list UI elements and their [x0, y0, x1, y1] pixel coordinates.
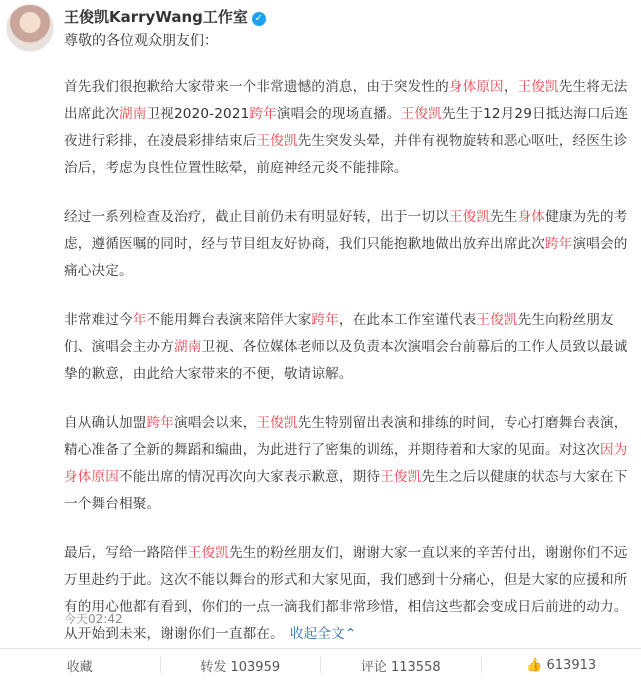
- highlighted-keyword[interactable]: 王俊凯: [256, 133, 297, 149]
- highlighted-keyword[interactable]: 身体原因: [449, 79, 504, 95]
- post-timestamp[interactable]: 今天02:42: [64, 610, 123, 627]
- post-header: [0, 0, 641, 56]
- paragraph-text: 先生于12月29日抵达海口后连夜进行彩排，在凌晨彩排结束后: [64, 106, 628, 149]
- action-bar: [0, 648, 641, 681]
- highlighted-keyword[interactable]: 王俊凯: [518, 79, 559, 95]
- highlighted-keyword[interactable]: 跨年: [311, 312, 339, 328]
- repost-button[interactable]: 转发 103959: [161, 656, 321, 675]
- author-name[interactable]: [64, 6, 266, 27]
- highlighted-keyword[interactable]: 身体: [518, 209, 546, 225]
- post-paragraph: [64, 540, 632, 648]
- like-count: 613913: [547, 658, 597, 673]
- paragraph-text: 自从确认加盟: [64, 415, 146, 431]
- paragraph-text: 健康为先的考虑，遵循医嘱的同时，经与节目组友好协商，我们只能抱歉地做出放弃出席此次: [64, 209, 628, 252]
- thumbs-up-icon: 👍: [526, 658, 542, 673]
- post-paragraph: [64, 204, 632, 285]
- highlighted-keyword[interactable]: 王俊凯: [449, 209, 490, 225]
- paragraph-text: 先生特别留出表演和排练的时间，专心打磨舞台表演，精心准备了全新的舞蹈和编曲，为此进行了密集的训练，并期待着和大家的见面。对这次: [64, 415, 628, 458]
- paragraph-text: 卫视、各位媒体老师以及负责本次演唱会台前幕后的工作人员致以最诚挚的歉意，由此给大家带来的不便，敬请谅解。: [64, 339, 628, 382]
- highlighted-keyword[interactable]: 王俊凯: [476, 312, 517, 328]
- comment-button[interactable]: 评论 113558: [321, 656, 481, 675]
- paragraph-text: 演唱会的现场直播。: [277, 106, 401, 122]
- highlighted-keyword[interactable]: 因为身体原因: [64, 442, 628, 485]
- paragraph-text: 先生将无法出席此次: [64, 79, 628, 122]
- paragraph-text: 演唱会的痛心决定。: [64, 236, 628, 279]
- highlighted-keyword[interactable]: 王俊凯: [401, 106, 442, 122]
- post-paragraph: [64, 307, 632, 388]
- post-paragraph: [64, 74, 632, 182]
- paragraph-text: 先生向粉丝朋友们、演唱会主办方: [64, 312, 614, 355]
- highlighted-keyword[interactable]: 年: [133, 312, 147, 328]
- highlighted-keyword[interactable]: 跨年: [249, 106, 277, 122]
- collapse-text-link[interactable]: 收起全文⌃: [290, 626, 357, 642]
- paragraph-text: 首先我们很抱歉给大家带来一个非常遗憾的消息，由于突发性的: [64, 79, 449, 95]
- paragraph-text: 演唱会以来，: [174, 415, 256, 431]
- paragraph-text: 先生: [490, 209, 518, 225]
- paragraph-text: 不能用舞台表演来陪伴大家: [146, 312, 311, 328]
- post-body: [64, 74, 632, 648]
- highlighted-keyword[interactable]: 王俊凯: [256, 415, 297, 431]
- greeting-text: 尊敬的各位观众朋友们：: [64, 30, 218, 50]
- highlighted-keyword[interactable]: 跨年: [146, 415, 174, 431]
- highlighted-keyword[interactable]: 王俊凯: [188, 545, 229, 561]
- like-button[interactable]: [482, 658, 641, 673]
- favorite-button[interactable]: 收藏: [0, 656, 160, 675]
- paragraph-text: 先生突发头晕，并伴有视物旋转和恶心呕吐，经医生诊治后，考虑为良性位置性眩晕，前庭神经元炎不能排除。: [64, 133, 628, 176]
- paragraph-text: ，在此本工作室谨代表: [339, 312, 476, 328]
- post-paragraph: [64, 410, 632, 518]
- author-avatar[interactable]: [6, 4, 54, 52]
- paragraph-text: 非常难过今: [64, 312, 133, 328]
- verified-badge-icon: ✓: [252, 12, 266, 26]
- paragraph-text: 卫视2020-2021: [146, 106, 249, 122]
- author-name-text[interactable]: 王俊凯KarryWang工作室: [64, 8, 248, 26]
- highlighted-keyword[interactable]: 王俊凯: [380, 469, 421, 485]
- paragraph-text: ，: [504, 79, 518, 95]
- paragraph-text: 先生之后以健康的状态与大家在下一个舞台相聚。: [64, 469, 628, 512]
- highlighted-keyword[interactable]: 湖南: [174, 339, 202, 355]
- paragraph-text: 不能出席的情况再次向大家表示歉意，期待: [119, 469, 380, 485]
- highlighted-keyword[interactable]: 湖南: [119, 106, 147, 122]
- highlighted-keyword[interactable]: 跨年: [545, 236, 573, 252]
- paragraph-text: 经过一系列检查及治疗，截止目前仍未有明显好转，出于一切以: [64, 209, 449, 225]
- paragraph-text: 先生的粉丝朋友们，谢谢大家一直以来的辛苦付出，谢谢你们不远万里赴约于此。这次不能以舞台的形式和大家见面，我们感到十分痛心，但是大家的应援和所有的用心他都有看到，你们的一点一滴我们都非常珍惜，相信这些都会变成日后前进的动力。从开始到未来，谢谢你们一直都在。: [64, 545, 628, 642]
- paragraph-text: 最后，写给一路陪伴: [64, 545, 188, 561]
